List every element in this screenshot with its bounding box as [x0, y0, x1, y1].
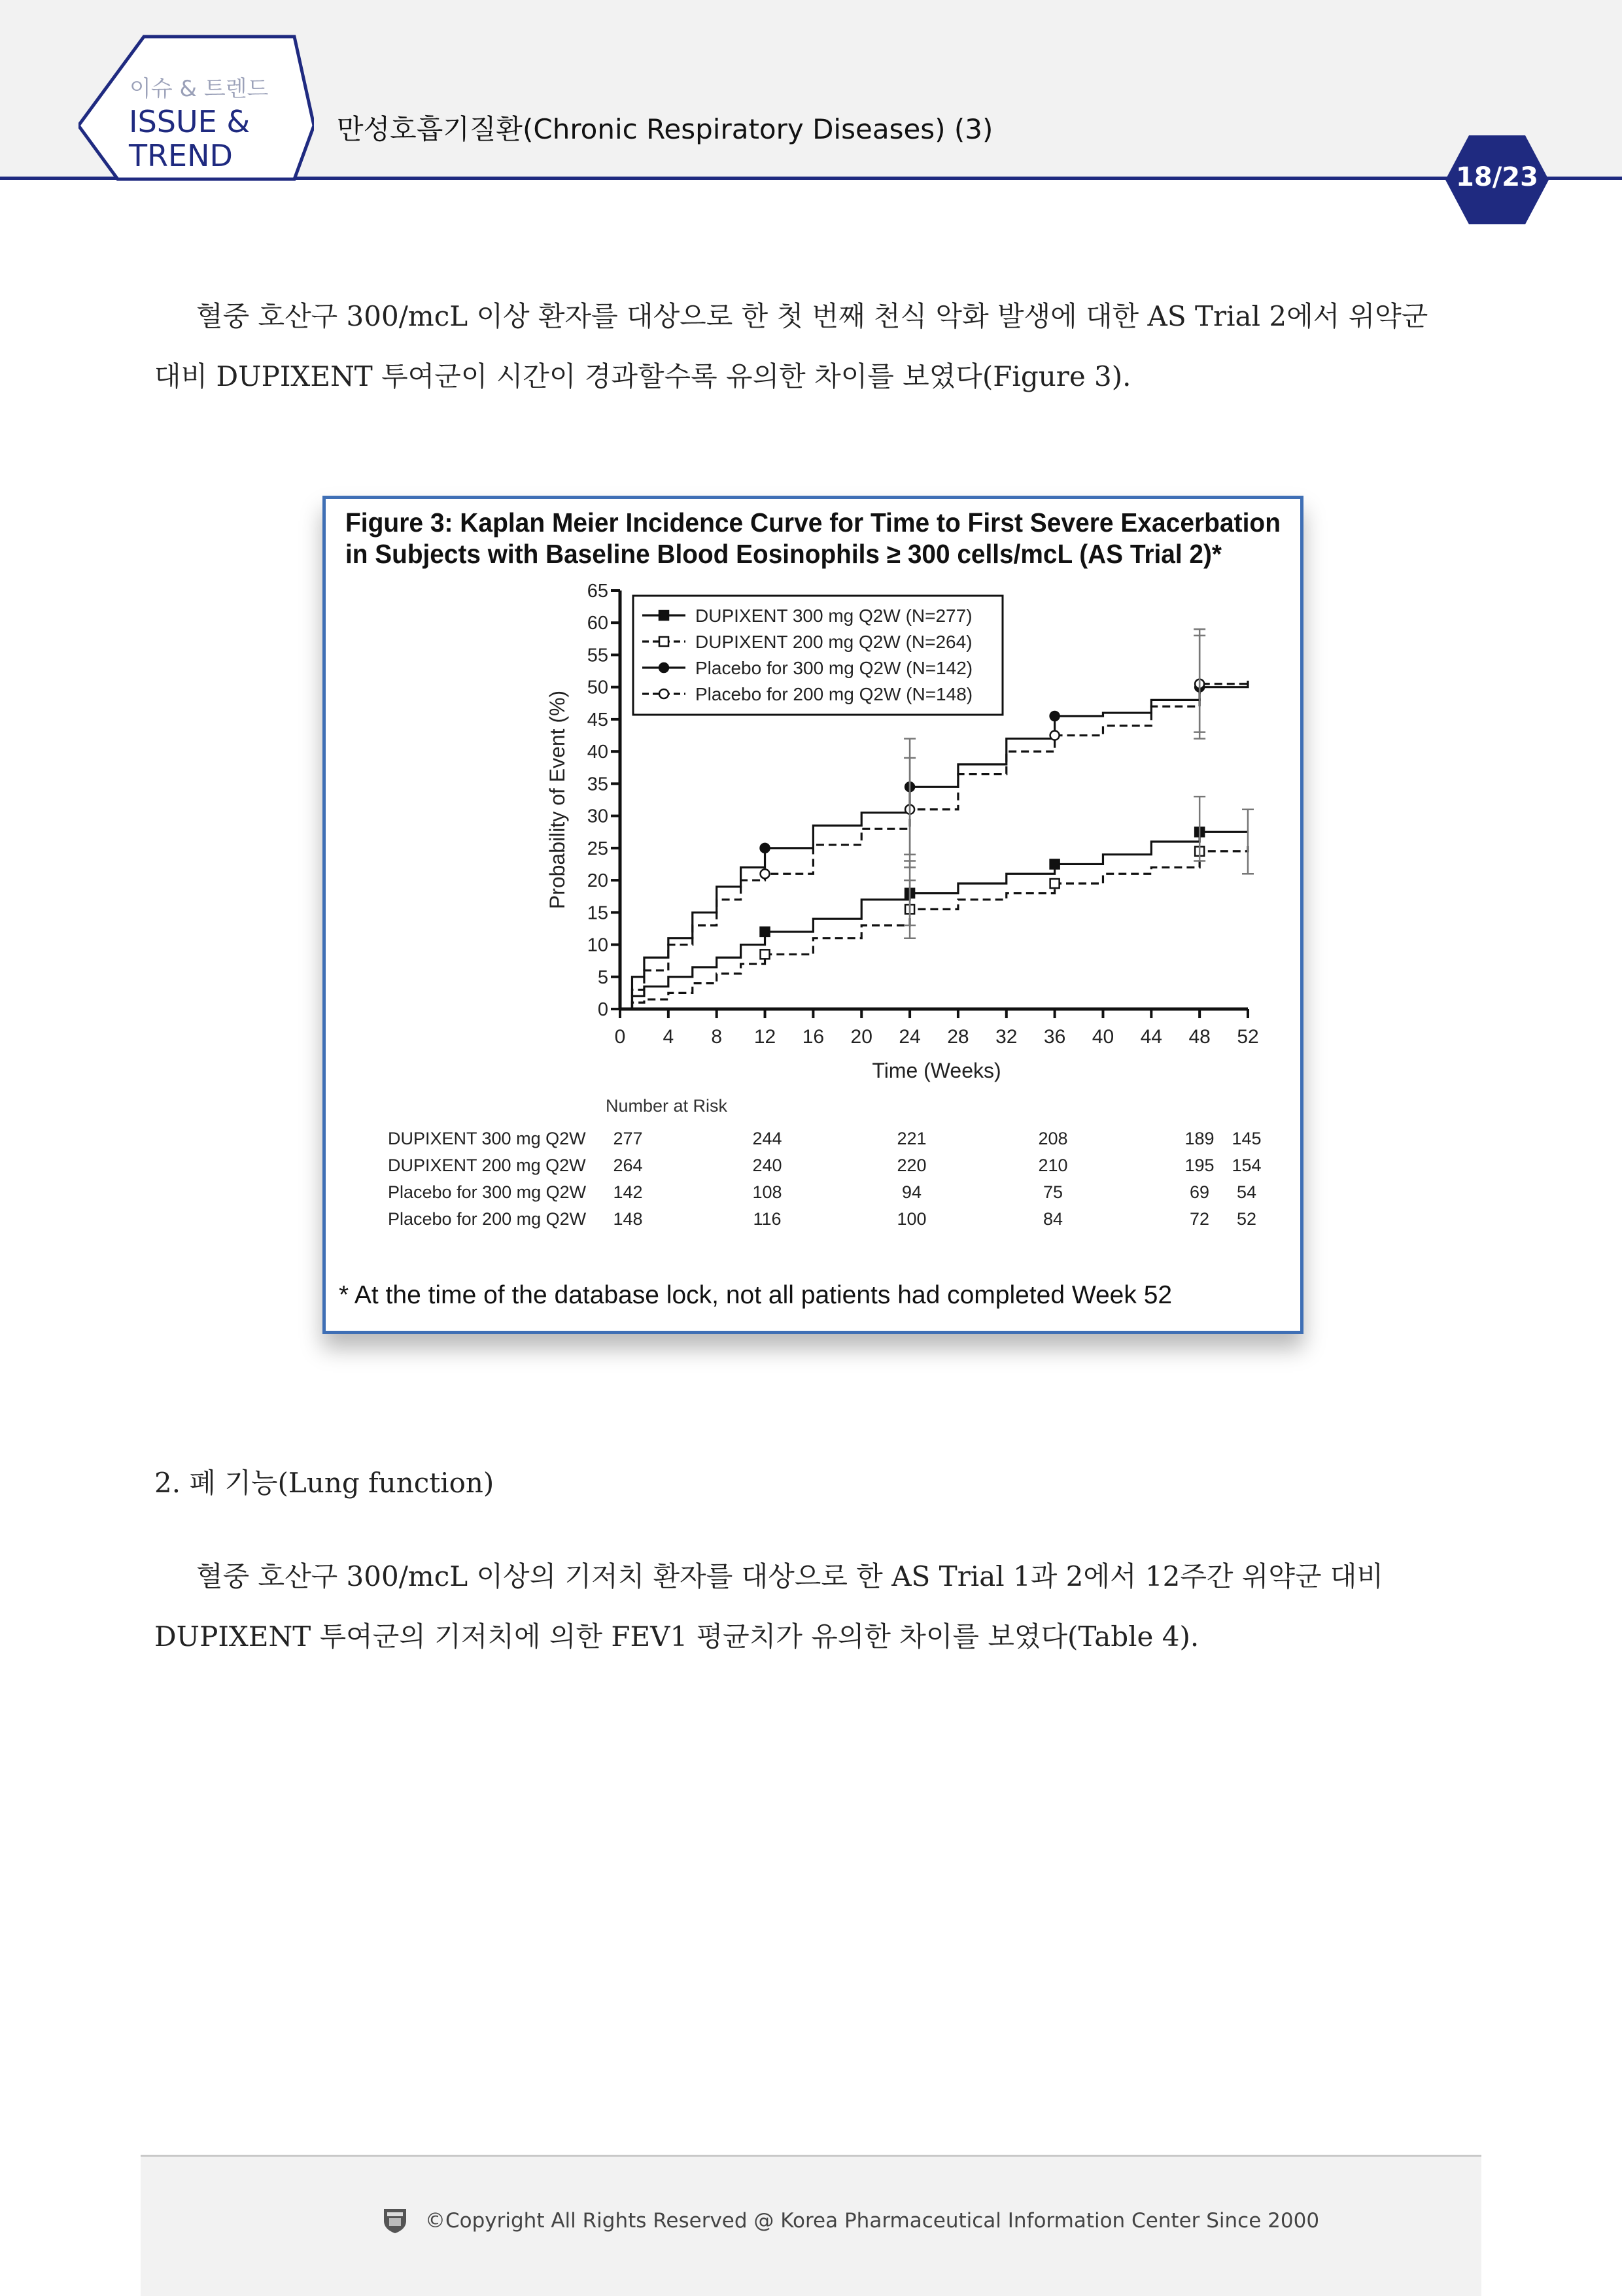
intro-paragraph	[154, 286, 1469, 407]
y-tick-label: 0	[597, 999, 608, 1020]
y-tick-label: 25	[587, 838, 608, 859]
data-point	[1050, 711, 1060, 721]
legend-entry: DUPIXENT 300 mg Q2W (N=277)	[695, 606, 973, 626]
risk-value: 264	[613, 1156, 643, 1175]
risk-value: 220	[897, 1156, 927, 1175]
x-tick-label: 12	[753, 1026, 776, 1048]
data-point	[659, 663, 668, 672]
page-number: 18/23	[1456, 162, 1538, 192]
data-point	[659, 611, 668, 620]
figure-footnote: * At the time of the database lock, not all patients had completed Week 52	[339, 1281, 1173, 1309]
risk-value: 142	[613, 1182, 643, 1202]
risk-value: 75	[1043, 1182, 1063, 1202]
y-tick-label: 5	[597, 967, 608, 988]
x-tick-label: 8	[711, 1026, 723, 1048]
risk-title: Number at Risk	[606, 1096, 728, 1116]
badge-title-line2: TREND	[129, 138, 233, 173]
figure-3	[322, 496, 1303, 1334]
data-point	[659, 637, 668, 646]
risk-value: 84	[1043, 1209, 1063, 1229]
data-point	[1050, 879, 1060, 888]
risk-table	[388, 1129, 1262, 1229]
x-tick-label: 28	[947, 1026, 969, 1048]
y-tick-label: 65	[587, 581, 608, 602]
crest-icon	[381, 2206, 409, 2234]
section-line-2: DUPIXENT 투여군의 기저치에 의한 FEV1 평균치가 유의한 차이를 보였다(Table 4).	[154, 1620, 1199, 1653]
risk-row-label: DUPIXENT 200 mg Q2W	[388, 1156, 586, 1175]
risk-row-label: Placebo for 300 mg Q2W	[388, 1182, 587, 1202]
x-tick-label: 4	[663, 1026, 674, 1048]
x-tick-label: 24	[899, 1026, 921, 1048]
section-line-1: 혈중 호산구 300/mcL 이상의 기저치 환자를 대상으로 한 AS Trial 1과 2에서 12주간 위약군 대비	[196, 1560, 1384, 1592]
y-tick-label: 15	[587, 902, 608, 924]
chart-legend	[633, 596, 1003, 715]
page-title: 만성호흡기질환(Chronic Respiratory Diseases) (3)	[337, 113, 993, 145]
risk-value: 221	[897, 1129, 927, 1148]
risk-value: 145	[1232, 1129, 1262, 1148]
km-incidence-chart	[326, 499, 1300, 1331]
legend-entry: Placebo for 300 mg Q2W (N=142)	[695, 658, 973, 678]
x-axis-label: Time (Weeks)	[872, 1059, 1001, 1082]
series-line-1	[620, 832, 1248, 1009]
badge-subtitle: 이슈 & 트렌드	[129, 76, 269, 102]
intro-line-1: 혈중 호산구 300/mcL 이상 환자를 대상으로 한 첫 번째 천식 악화 발생에 대한 AS Trial 2에서 위약군	[196, 300, 1428, 332]
legend-entry: DUPIXENT 200 mg Q2W (N=264)	[695, 632, 973, 652]
x-tick-label: 40	[1092, 1026, 1114, 1048]
data-point	[1050, 859, 1060, 868]
data-point	[761, 844, 770, 853]
y-tick-label: 20	[587, 870, 608, 892]
risk-value: 108	[752, 1182, 782, 1202]
risk-value: 69	[1189, 1182, 1210, 1202]
x-tick-label: 20	[850, 1026, 872, 1048]
risk-row-label: DUPIXENT 300 mg Q2W	[388, 1129, 586, 1148]
risk-value: 116	[753, 1209, 782, 1229]
x-tick-label: 16	[802, 1026, 825, 1048]
risk-value: 208	[1038, 1129, 1068, 1148]
series-line-3	[620, 681, 1248, 1009]
x-tick-label: 48	[1188, 1026, 1211, 1048]
figure-title-line2: in Subjects with Baseline Blood Eosinophils ≥ 300 cells/mcL (AS Trial 2)*	[345, 539, 1222, 569]
intro-line-2: 대비 DUPIXENT 투여군이 시간이 경과할수록 유의한 차이를 보였다(Figure 3).	[154, 360, 1131, 392]
risk-value: 54	[1236, 1182, 1257, 1202]
x-tick-label: 52	[1237, 1026, 1259, 1048]
y-tick-label: 40	[587, 742, 608, 763]
y-axis-label: Probability of Event (%)	[545, 690, 569, 910]
series-line-2	[620, 845, 1248, 1009]
risk-value: 94	[901, 1182, 922, 1202]
y-tick-label: 35	[587, 774, 608, 795]
data-point	[761, 927, 770, 936]
risk-value: 154	[1232, 1156, 1262, 1175]
x-tick-label: 44	[1140, 1026, 1162, 1048]
y-tick-label: 50	[587, 677, 608, 698]
data-point	[1050, 731, 1060, 740]
data-point	[761, 950, 770, 959]
risk-row-label: Placebo for 200 mg Q2W	[388, 1209, 587, 1229]
risk-value: 100	[897, 1209, 927, 1229]
risk-value: 52	[1236, 1209, 1257, 1229]
risk-value: 189	[1184, 1129, 1215, 1148]
section-paragraph	[154, 1547, 1469, 1667]
y-tick-label: 10	[587, 934, 608, 956]
badge-title-line1: ISSUE &	[129, 104, 250, 139]
risk-value: 240	[752, 1156, 782, 1175]
risk-value: 210	[1038, 1156, 1068, 1175]
x-tick-label: 36	[1043, 1026, 1066, 1048]
data-point	[761, 869, 770, 878]
y-tick-label: 55	[587, 645, 608, 666]
risk-value: 195	[1184, 1156, 1215, 1175]
footer-copyright: ©Copyright All Rights Reserved @ Korea Pharmaceutical Information Center Since 2000	[425, 2209, 1320, 2233]
section-heading: 2. 폐 기능(Lung function)	[154, 1467, 494, 1499]
series-line-4	[620, 681, 1248, 1009]
y-tick-label: 45	[587, 709, 608, 730]
data-point	[659, 689, 668, 698]
risk-value: 72	[1189, 1209, 1210, 1229]
y-tick-label: 60	[587, 613, 608, 634]
risk-value: 277	[613, 1129, 643, 1148]
x-tick-label: 32	[995, 1026, 1018, 1048]
risk-value: 148	[613, 1209, 643, 1229]
y-tick-label: 30	[587, 806, 608, 827]
risk-value: 244	[752, 1129, 782, 1148]
legend-entry: Placebo for 200 mg Q2W (N=148)	[695, 684, 973, 704]
badge-title	[129, 105, 250, 173]
figure-title-line1: Figure 3: Kaplan Meier Incidence Curve for Time to First Severe Exacerbation	[345, 507, 1281, 538]
x-tick-label: 0	[614, 1026, 626, 1048]
